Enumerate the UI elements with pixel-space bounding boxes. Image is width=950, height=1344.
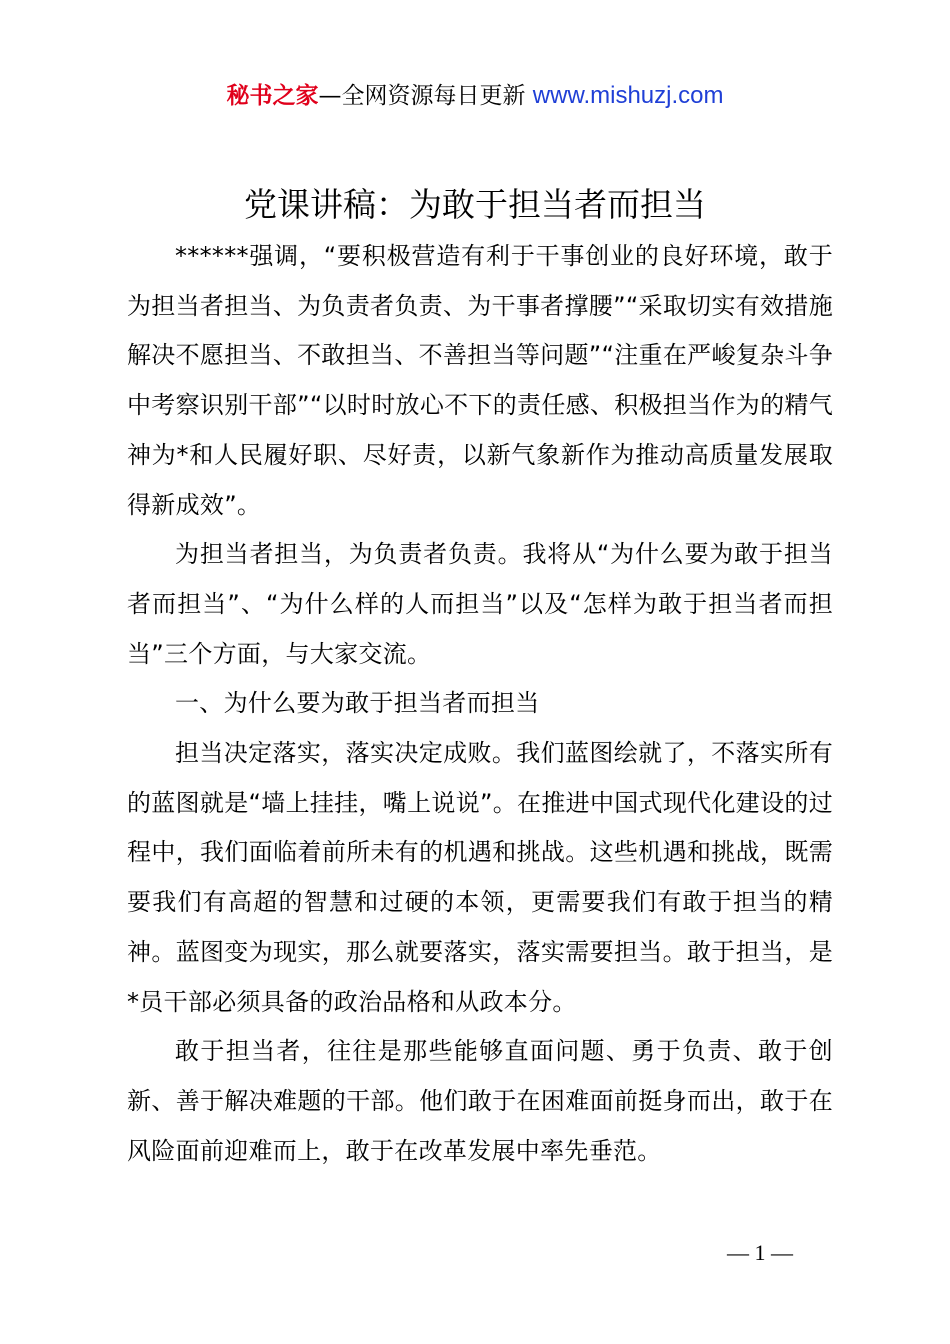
paragraph-intro-outline: 为担当者担当，为负责者负责。我将从“为什么要为敢于担当者而担当”、“为什么样的人而担当”以及“怎样为敢于担当者而担当”三个方面，与大家交流。 xyxy=(127,540,833,668)
site-brand: 秘书之家 xyxy=(226,83,319,109)
site-slogan: —全网资源每日更新 xyxy=(318,83,526,109)
paragraph-section1-1: 担当决定落实，落实决定成败。我们蓝图绘就了，不落实所有的蓝图就是“墙上挂挂，嘴上说说”。在推进中国式现代化建设的过程中，我们面临着前所未有的机遇和挑战。这些机遇和挑战，既需要我们有高超的智慧和过硬的本领，更需要我们有敢于担当的精神。蓝图变为现实，那么就要落实，落实需要担当。敢于担当，是*员干部必须具备的政治品格和从政本分。 xyxy=(127,739,833,1016)
site-url-link[interactable]: www.mishuzj.com xyxy=(532,82,724,109)
document-title: 党课讲稿：为敢于担当者而担当 xyxy=(244,185,706,224)
document-body xyxy=(127,232,833,1176)
paragraph-section1-2: 敢于担当者，往往是那些能够直面问题、勇于负责、敢于创新、善于解决难题的干部。他们敢于在困难面前挺身而出，敢于在风险面前迎难而上，敢于在改革发展中率先垂范。 xyxy=(127,1037,833,1165)
paragraph-intro-quote: ******强调，“要积极营造有利于干事创业的良好环境，敢于为担当者担当、为负责者负责、为干事者撑腰”“采取切实有效措施解决不愿担当、不敢担当、不善担当等问题”“注重在严峻复杂斗争中考察识别干部”“以时时放心不下的责任感、积极担当作为的精气神为*和人民履好职、尽好责，以新气象新作为推动高质量发展取得新成效”。 xyxy=(127,242,833,519)
site-header xyxy=(0,80,950,112)
section-heading-1: 一、为什么要为敢于担当者而担当 xyxy=(175,689,540,718)
page-number: — 1 — xyxy=(727,1240,793,1265)
